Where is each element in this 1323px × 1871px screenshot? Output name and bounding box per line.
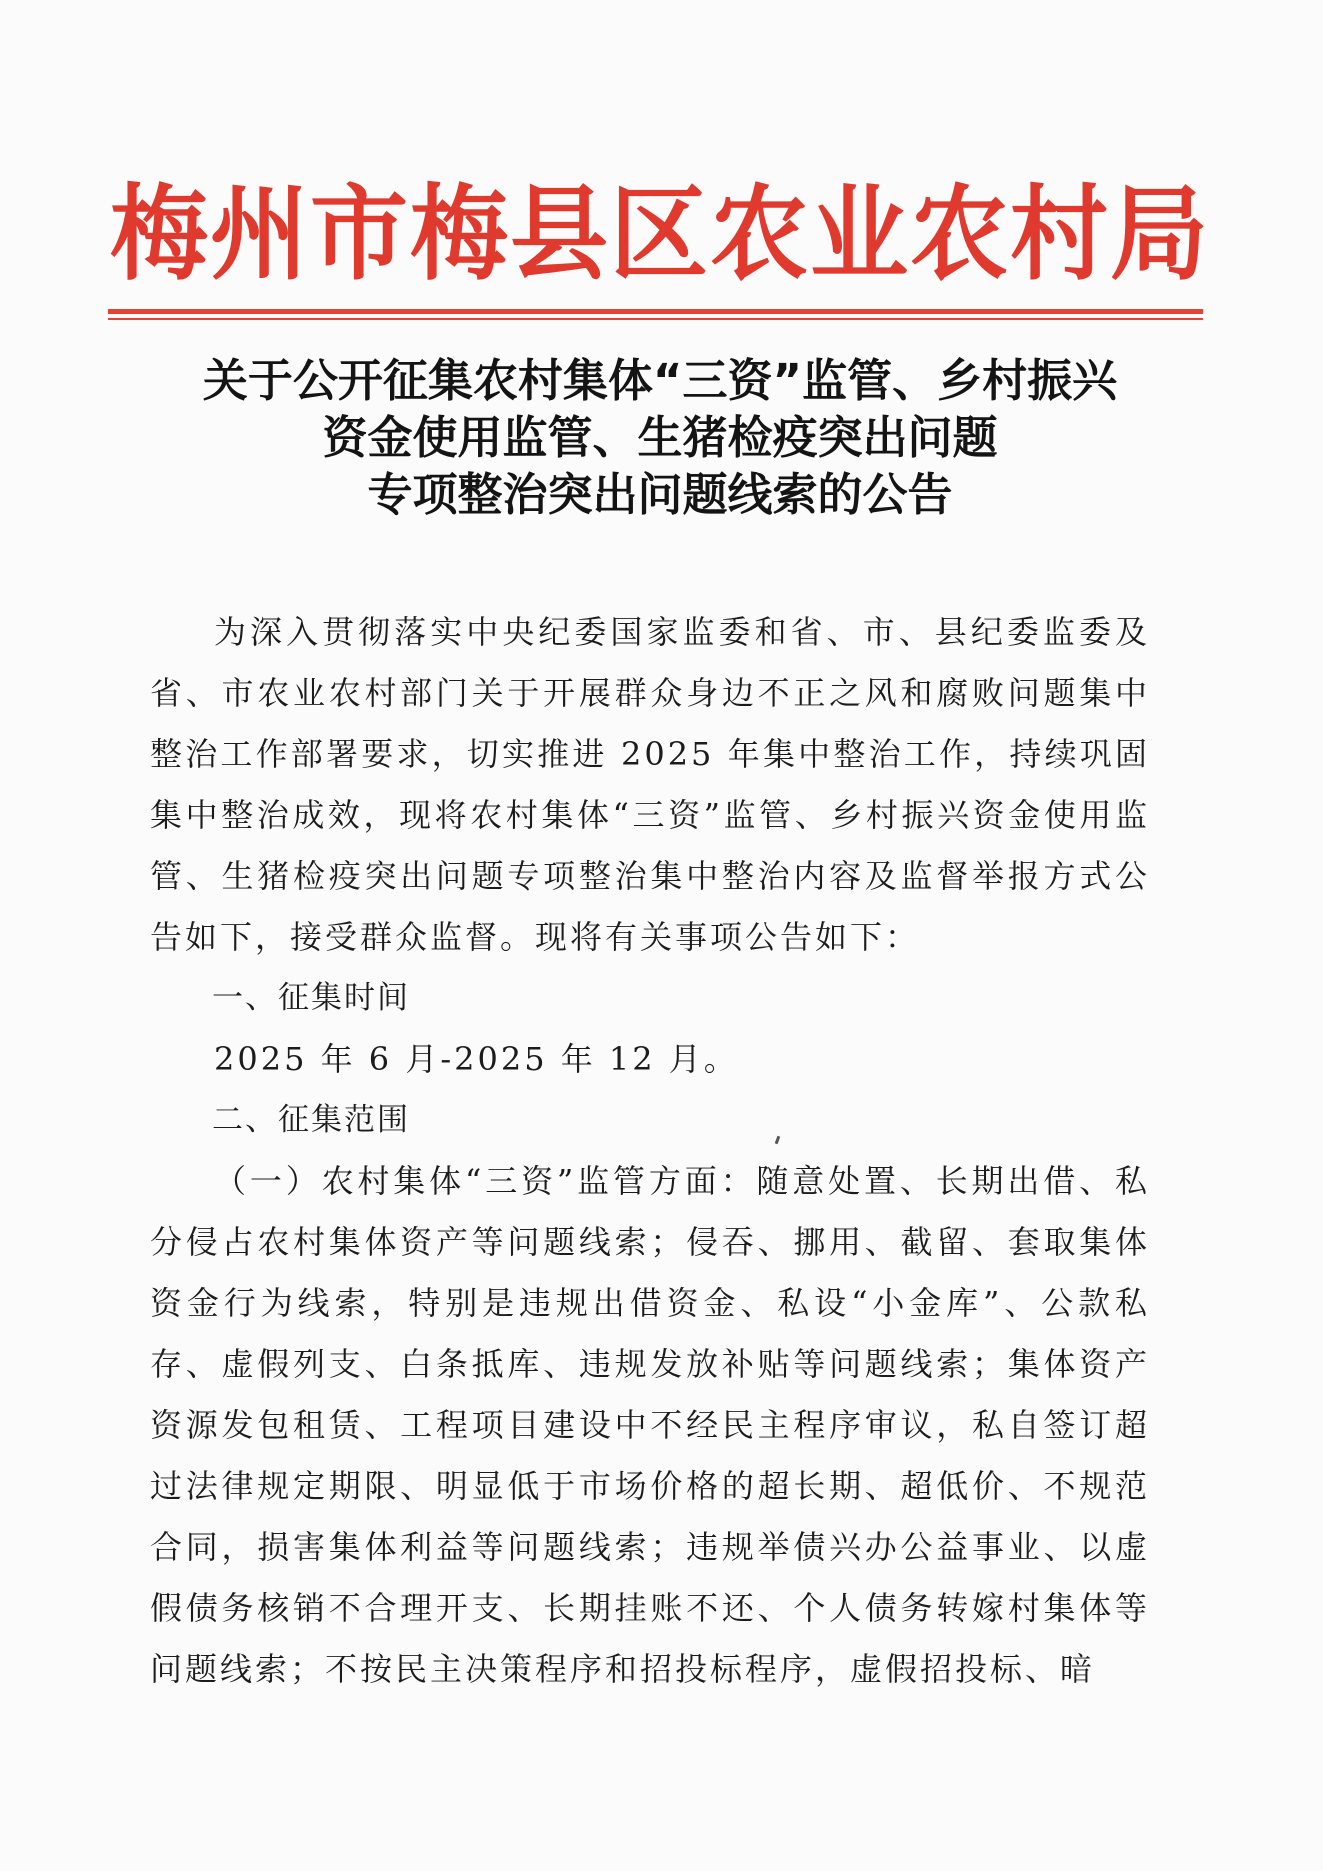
masthead-rule-thick	[108, 309, 1203, 314]
document-body	[150, 602, 1150, 1700]
section-heading-scope: 二、征集范围	[212, 1102, 410, 1138]
title-line-2: 资金使用监管、生猪检疫突出问题	[322, 411, 998, 464]
section-heading-time: 一、征集时间	[212, 980, 410, 1016]
masthead-rule-thin	[108, 318, 1203, 320]
scope-item-1: （一）农村集体“三资”监管方面：随意处置、长期出借、私分侵占农村集体资产等问题线索；侵吞、挪用、截留、套取集体资金行为线索，特别是违规出借资金、私设“小金库”、公款私存、虚假列支、白条抵库、违规发放补贴等问题线索；集体资产资源发包租赁、工程项目建设中不经民主程序审议，私自签订超过法律规定期限、明显低于市场价格的超长期、超低价、不规范合同，损害集体利益等问题线索；违规举债兴办公益事业、以虚假债务核销不合理开支、长期挂账不还、个人债务转嫁村集体等问题线索；不按民主决策程序和招投标程序，虚假招投标、暗	[150, 1162, 1150, 1688]
collection-period: 2025 年 6 月-2025 年 12 月。	[214, 1040, 739, 1078]
agency-masthead: 梅州市梅县区农业农村局	[109, 175, 1210, 295]
document-title	[110, 352, 1210, 523]
title-line-3: 专项整治突出问题线索的公告	[367, 468, 953, 521]
title-line-1: 关于公开征集农村集体“三资”监管、乡村振兴	[202, 354, 1118, 407]
intro-paragraph: 为深入贯彻落实中央纪委国家监委和省、市、县纪委监委及省、市农业农村部门关于开展群众身边不正之风和腐败问题集中整治工作部署要求，切实推进 2025 年集中整治工作，持续巩固集中整治成效，现将农村集体“三资”监管、乡村振兴资金使用监管、生猪检疫突出问题专项整治集中整治内容及监督举报方式公告如下，接受群众监督。现将有关事项公告如下：	[150, 613, 1150, 956]
